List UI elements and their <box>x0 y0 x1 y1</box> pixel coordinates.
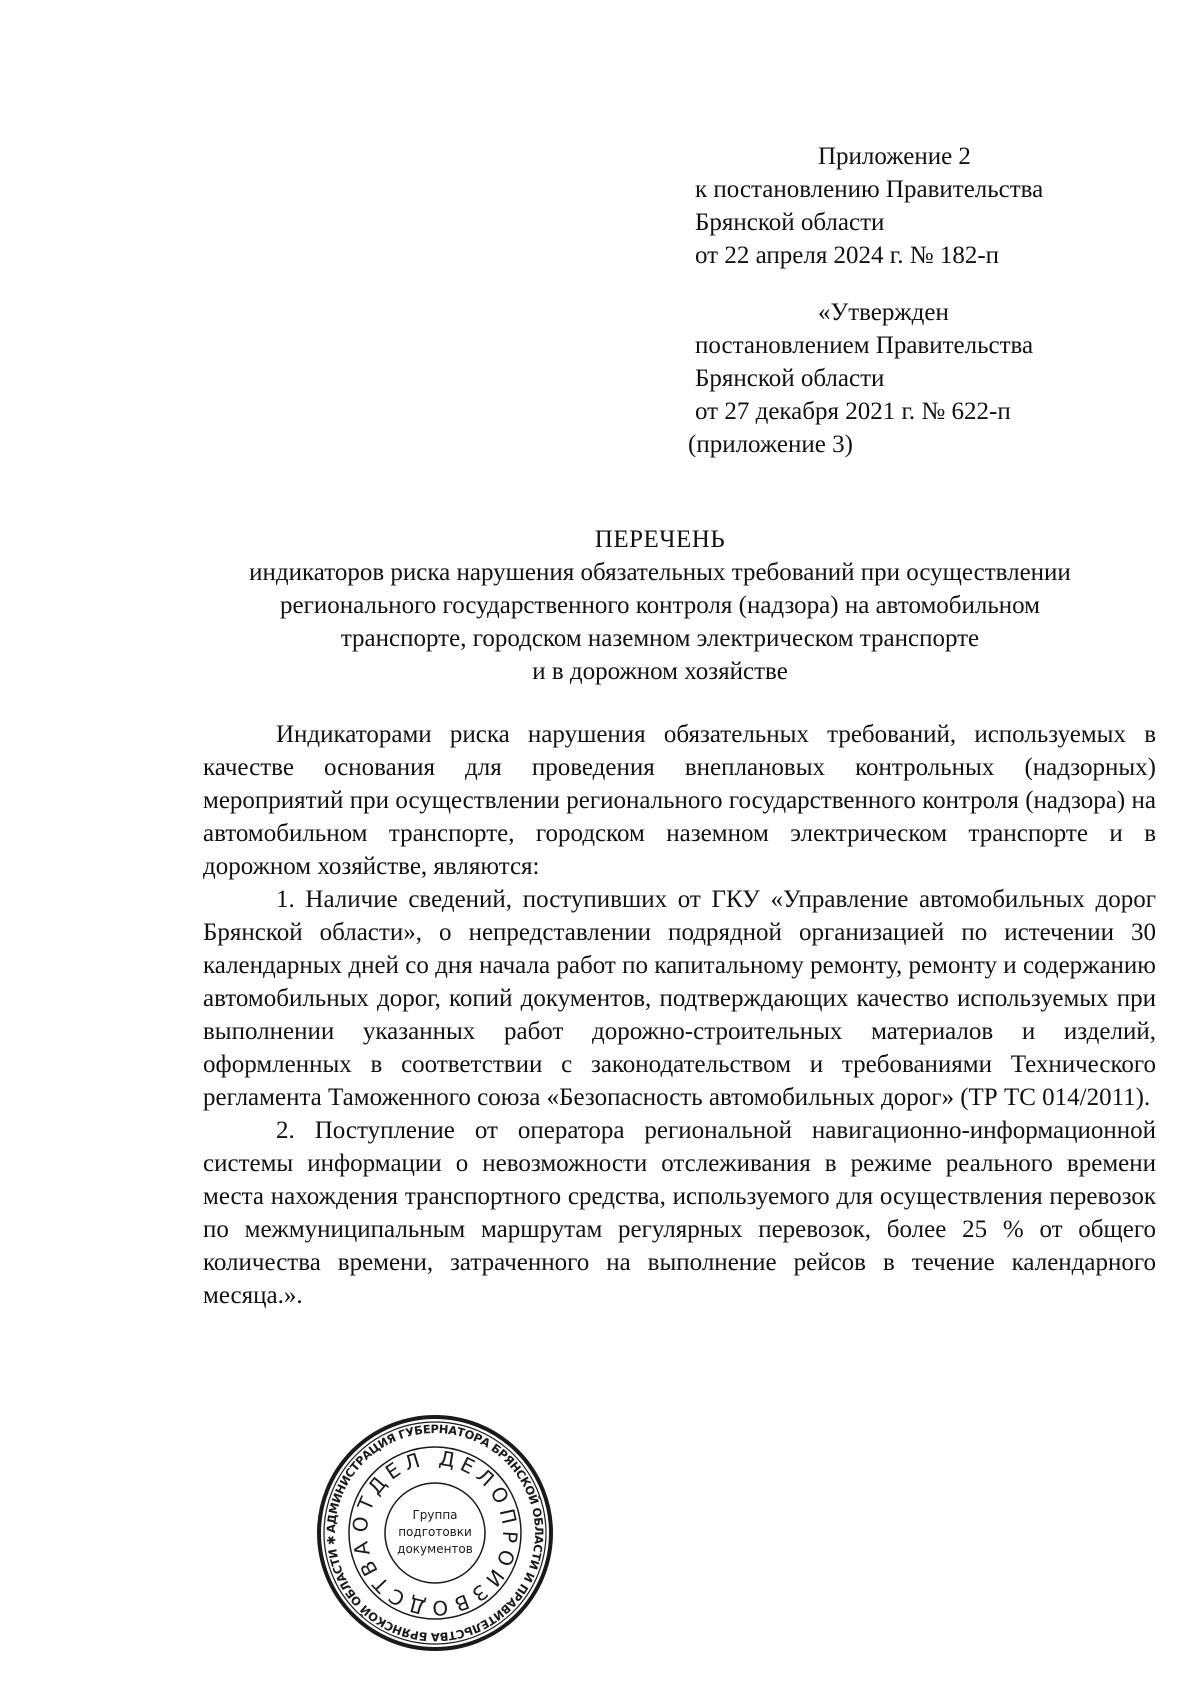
appendix-reference: к постановлению Правительства <box>695 176 1044 203</box>
stamp-inner-text: ОТДЕЛ ДЕЛОПРОИЗВОДСТВА <box>347 1445 523 1621</box>
appendix-region: Брянской области <box>695 209 885 236</box>
title-main: ПЕРЕЧЕНЬ <box>594 526 726 553</box>
document-title <box>160 523 1160 688</box>
approved-date-number: от 27 декабря 2021 г. № 622-п <box>695 398 1011 425</box>
approved-label: «Утвержден <box>818 299 949 326</box>
appendix-date-number: от 22 апреля 2024 г. № 182-п <box>695 242 1000 269</box>
document-body <box>203 718 1156 1312</box>
seal-stamp <box>315 1413 555 1653</box>
appendix-number: Приложение 2 <box>818 143 971 170</box>
intro-paragraph: Индикаторами риска нарушения обязательных требований, используемых в качестве основания для проведения внеплановых контрольных (надзорных) мероприятий при осуществлении регионального государственного контроля (надзора) на автомобильном транспорте, городском наземном электрическом транспорте и в дорожном хозяйстве, являются: <box>203 721 1156 880</box>
stamp-center-line: документов <box>397 1542 473 1556</box>
title-subtitle-line: регионального государственного контроля (надзора) на автомобильном <box>280 592 1040 619</box>
stamp-outer-text: АДМИНИСТРАЦИЯ ГУБЕРНАТОРА БРЯНСКОЙ ОБЛАСТИ И ПРАВИТЕЛЬСТВА БРЯНСКОЙ ОБЛАСТИ ✱ <box>323 1421 547 1645</box>
title-subtitle-line: транспорте, городском наземном электрическом транспорте <box>340 625 980 652</box>
stamp-center-line: Группа <box>412 1508 458 1522</box>
approved-reference: постановлением Правительства <box>695 332 1034 359</box>
list-item-2: 2. Поступление от оператора региональной навигационно-информационной системы информации о невозможности отслеживания в режиме реального времени места нахождения транспортного средства, используемого для осуществления перевозок по межмуниципальным маршрутам регулярных перевозок, более 25 % от общего количества времени, затраченного на выполнение рейсов в течение календарного месяца.». <box>203 1117 1156 1309</box>
approved-header <box>688 296 1034 461</box>
approved-appendix-note: (приложение 3) <box>688 431 853 458</box>
appendix-header <box>695 140 1043 272</box>
title-subtitle-line: индикаторов риска нарушения обязательных требований при осуществлении <box>249 559 1071 586</box>
list-item-1: 1. Наличие сведений, поступивших от ГКУ «Управление автомобильных дорог Брянской области», о непредставлении подрядной организацией по истечении 30 календарных дней со дня начала работ по капитальному ремонту, ремонту и содержанию автомобильных дорог, копий документов, подтверждающих качество используемых при выполнении указанных работ дорожно-строительных материалов и изделий, оформленных в соответствии с законодательством и требованиями Технического регламента Таможенного союза «Безопасность автомобильных дорог» (ТР ТС 014/2011). <box>203 886 1156 1111</box>
title-subtitle-line: и в дорожном хозяйстве <box>532 658 788 685</box>
stamp-center-line: подготовки <box>398 1525 472 1539</box>
approved-region: Брянской области <box>695 365 885 392</box>
